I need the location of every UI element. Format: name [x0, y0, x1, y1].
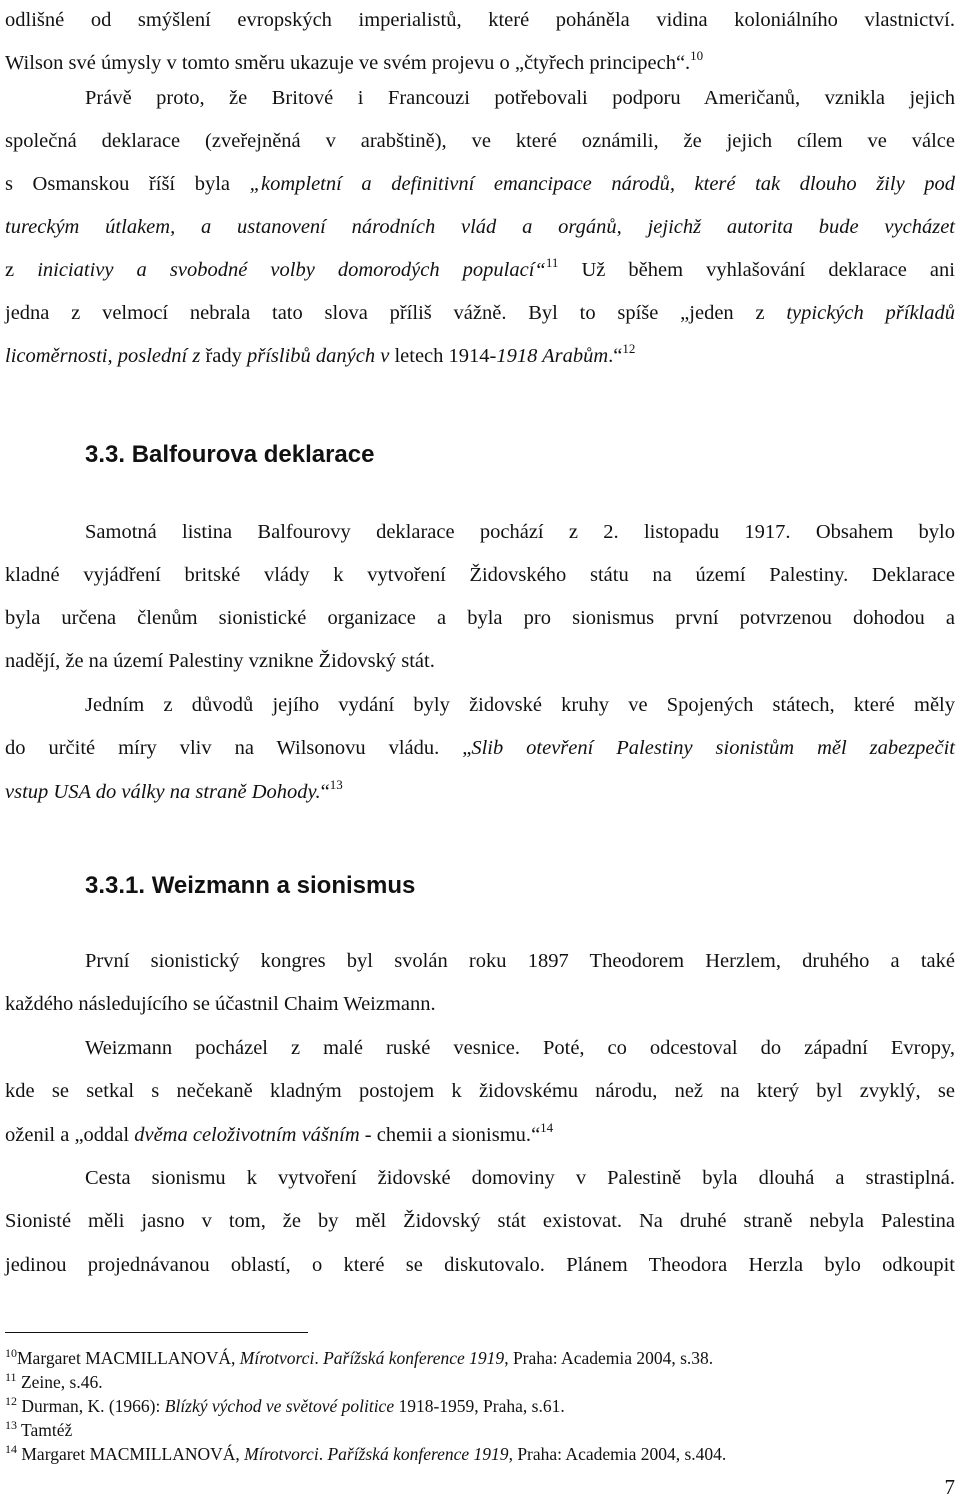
- text-run: kladné vyjádření britské vlády k vytvoření Židovského státu na území Palestiny. Deklarace: [5, 564, 955, 586]
- quotation-italic: iniciativy a svobodné volby domorodých populací“: [37, 259, 546, 281]
- text-run: odlišné od smýšlení evropských imperialistů, které poháněla vidina koloniálního vlastnictví.: [5, 9, 955, 31]
- text-line: [5, 169, 955, 199]
- text-line: [85, 1033, 955, 1063]
- text-run: Zeine, s.46.: [16, 1372, 103, 1392]
- text-run: , Praha: Academia 2004, s.38.: [504, 1348, 714, 1368]
- quotation-italic: 1918 Arabům: [496, 345, 609, 367]
- footnote-number: 10: [5, 1346, 17, 1360]
- text-run: Právě proto, že Britové i Francouzi potřebovali podporu Američanů, vznikla jejich: [85, 87, 955, 109]
- footnote-ref-12[interactable]: 12: [622, 341, 636, 356]
- text-run: jedinou projednávanou oblastí, o které se diskutovalo. Plánem Theodora Herzla bylo odkoupit: [5, 1254, 955, 1276]
- footnote-number: 14: [5, 1442, 17, 1456]
- footnote-ref-10[interactable]: 10: [690, 48, 704, 63]
- text-run: První sionistický kongres byl svolán roku 1897 Theodorem Herzlem, druhého a také: [85, 950, 955, 972]
- text-line: [5, 777, 955, 807]
- text-run: společná deklarace (zveřejněná v arabštině), ve které oznámili, že jejich cílem ve válce: [5, 130, 955, 152]
- text-run: s Osmanskou říší byla: [5, 173, 250, 195]
- footnote-14: [5, 1443, 726, 1465]
- text-run: .: [314, 1348, 324, 1368]
- text-line: [85, 83, 955, 113]
- text-run: “: [531, 1124, 541, 1146]
- text-run: , Praha: Academia 2004, s.404.: [508, 1444, 727, 1464]
- text-line: [5, 126, 955, 156]
- footnote-13: [5, 1419, 72, 1441]
- text-run: nadějí, že na území Palestiny vznikne Židovský stát.: [5, 650, 435, 672]
- text-line: [5, 1076, 955, 1106]
- text-run: .“: [608, 345, 623, 367]
- text-line: [85, 946, 955, 976]
- footnote-number: 11: [5, 1370, 17, 1384]
- text-run: Weizmann pocházel z malé ruské vesnice. Poté, co odcestoval do západní Evropy,: [85, 1037, 955, 1059]
- text-line: [5, 1206, 955, 1236]
- quotation-italic: Slib otevření Palestiny sionistům měl zabezpečit: [471, 737, 956, 759]
- footnote-number: 12: [5, 1394, 17, 1408]
- book-subtitle: Pařížská konference 1919: [323, 1348, 505, 1368]
- quotation-italic: dvěma celoživotním vášním: [134, 1124, 360, 1146]
- footnote-ref-13[interactable]: 13: [329, 777, 343, 792]
- text-line: [5, 255, 955, 285]
- text-run: .: [318, 1444, 328, 1464]
- footnote-11: [5, 1371, 103, 1393]
- text-line: [5, 733, 955, 763]
- text-line: [5, 1120, 955, 1150]
- footnote-ref-14[interactable]: 14: [540, 1120, 554, 1135]
- text-run: - chemii a sionismu.: [359, 1124, 532, 1146]
- text-line: [5, 48, 955, 78]
- text-line: [5, 298, 955, 328]
- text-line: [5, 212, 955, 242]
- text-line: [85, 1163, 955, 1193]
- text-run: Margaret MACMILLANOVÁ,: [17, 1348, 240, 1368]
- text-line: [85, 690, 955, 720]
- footnote-12: [5, 1395, 565, 1417]
- text-run: Tamtéž: [17, 1420, 73, 1440]
- text-run: řady: [205, 345, 247, 367]
- quotation-italic: „kompletní a definitivní emancipace národů, které tak dlouho žily pod: [249, 173, 955, 195]
- footnote-ref-11[interactable]: 11: [545, 255, 559, 270]
- text-line: [5, 5, 955, 35]
- quotation-italic: licoměrnosti, poslední z: [5, 345, 206, 367]
- text-line: [85, 517, 955, 547]
- text-run: Wilson své úmysly v tomto směru ukazuje ve svém projevu o „čtyřech principech“.: [5, 52, 691, 74]
- text-run: Durman, K. (1966):: [17, 1396, 165, 1416]
- section-heading-3-3-1: 3.3.1. Weizmann a sionismus: [85, 872, 416, 899]
- text-line: [5, 341, 955, 371]
- quotation-italic: typických příkladů: [786, 302, 956, 324]
- book-title: Mírotvorci: [239, 1348, 315, 1368]
- footnote-10: [5, 1347, 713, 1369]
- text-run: Margaret MACMILLANOVÁ,: [17, 1444, 245, 1464]
- text-run: Samotná listina Balfourovy deklarace pochází z 2. listopadu 1917. Obsahem bylo: [85, 521, 955, 543]
- text-run: Už během vyhlašování deklarace ani: [558, 259, 955, 281]
- text-run: každého následujícího se účastnil Chaim Weizmann.: [5, 993, 436, 1015]
- text-run: Jedním z důvodů jejího vydání byly židovské kruhy ve Spojených státech, které měly: [85, 694, 955, 716]
- text-run: letech 1914-: [394, 345, 497, 367]
- text-line: [5, 603, 955, 633]
- text-line: [5, 1250, 955, 1280]
- text-run: kde se setkal s nečekaně kladným postojem k židovskému národu, než na který byl zvyklý, se: [5, 1080, 955, 1102]
- text-run: z: [5, 259, 38, 281]
- footnote-number: 13: [5, 1418, 17, 1432]
- text-run: Sionisté měli jasno v tom, že by měl Židovský stát existovat. Na druhé straně nebyla Palestina: [5, 1210, 955, 1232]
- text-run: oženil a „oddal: [5, 1124, 135, 1146]
- quotation-italic: vstup USA do války na straně Dohody.: [5, 781, 321, 803]
- section-heading-3-3: 3.3. Balfourova deklarace: [85, 441, 375, 468]
- text-run: do určité míry vliv na Wilsonovu vládu. „: [5, 737, 472, 759]
- book-subtitle: Pařížská konference 1919: [327, 1444, 509, 1464]
- text-run: byla určena členům sionistické organizace a byla pro sionismus první potvrzenou dohodou a: [5, 607, 955, 629]
- book-title: Mírotvorci: [244, 1444, 319, 1464]
- text-line: [5, 989, 955, 1019]
- text-line: [5, 560, 955, 590]
- quotation-italic: příslibů daných v: [247, 345, 395, 367]
- book-title: Blízký východ ve světové politice: [164, 1396, 395, 1416]
- text-run: 1918-1959, Praha, s.61.: [394, 1396, 565, 1416]
- text-run: “: [320, 781, 330, 803]
- footnote-separator: [5, 1332, 308, 1333]
- text-line: [5, 646, 955, 676]
- quotation-italic: tureckým útlakem, a ustanovení národních vlád a orgánů, jejichž autorita bude vycházet: [5, 216, 955, 238]
- text-run: Cesta sionismu k vytvoření židovské domoviny v Palestině byla dlouhá a strastiplná.: [85, 1167, 955, 1189]
- text-run: jedna z velmocí nebrala tato slova příliš vážně. Byl to spíše „jeden z: [5, 302, 787, 324]
- page-number: 7: [944, 1475, 955, 1499]
